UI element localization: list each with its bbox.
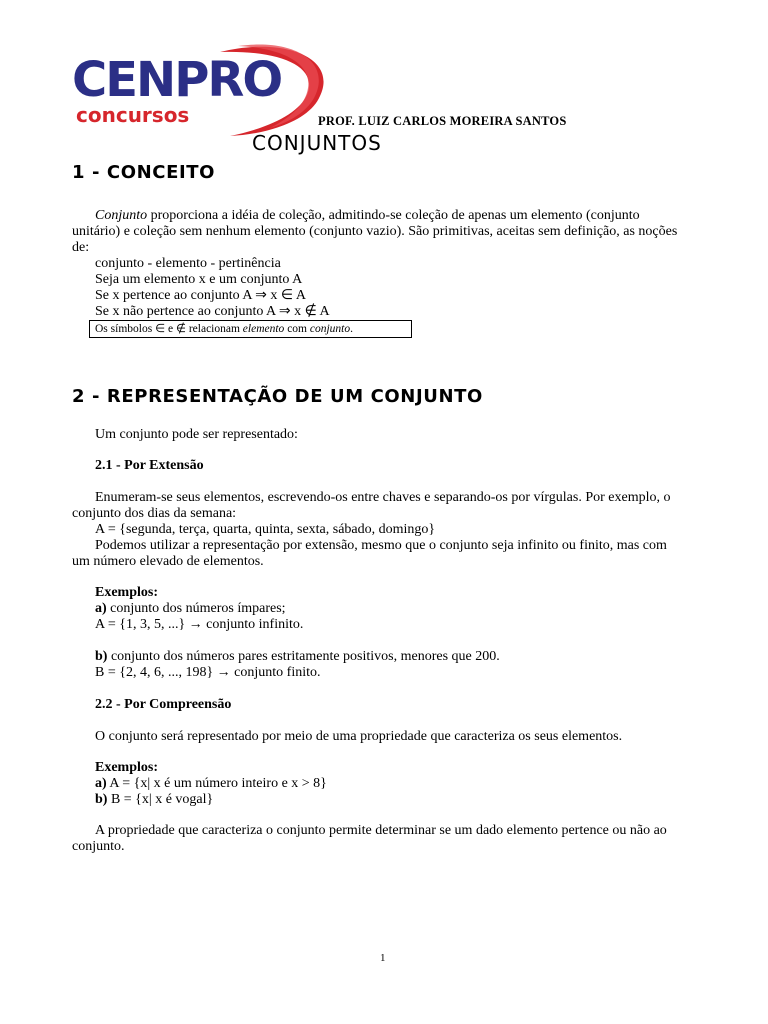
compreensao-p2-line1: A propriedade que caracteriza o conjunto permite determinar se um dado elemento pertence ou não ao (95, 823, 667, 838)
extensao-example-b: b) conjunto dos números pares estritamente positivos, menores que 200. (95, 649, 500, 664)
compreensao-p2-line2: conjunto. (72, 839, 125, 854)
concept-line: conjunto - elemento - pertinência (95, 256, 281, 271)
intro-line-1 (95, 208, 696, 224)
intro-line-1-text: proporciona a idéia de coleção, admitindo-se coleção de apenas um elemento (conjunto (147, 208, 640, 223)
extensao-example-a: a) conjunto dos números ímpares; (95, 601, 286, 616)
extensao-examples-label: Exemplos: (95, 585, 158, 600)
section-heading-representacao: 2 - REPRESENTAÇÃO DE UM CONJUNTO (72, 386, 483, 407)
extensao-p2-line2: um número elevado de elementos. (72, 554, 264, 569)
compreensao-example-a: a) A = {x| x é um número inteiro e x > 8} (95, 776, 327, 791)
section2-intro: Um conjunto pode ser representado: (95, 427, 298, 442)
note-text-1: Os símbolos ∈ e ∉ relacionam (95, 323, 243, 335)
note-text-2: com (284, 323, 310, 335)
symbols-note-box (89, 320, 412, 338)
extensao-example-a-set: A = {1, 3, 5, ...} → conjunto infinito. (95, 617, 304, 632)
note-text-3: . (350, 323, 353, 335)
concept-line: Se x pertence ao conjunto A ⇒ x ∈ A (95, 288, 306, 303)
subsection-heading-compreensao: 2.2 - Por Compreensão (95, 697, 232, 712)
concept-line: Seja um elemento x e um conjunto A (95, 272, 303, 287)
cenpro-logo (70, 38, 330, 138)
intro-italic-term: Conjunto (95, 208, 148, 223)
intro-line-2: unitário) e coleção sem nenhum elemento (conjunto vazio). São primitivas, aceitas sem definição, as noções (72, 224, 678, 239)
compreensao-example-b: b) B = {x| x é vogal} (95, 792, 214, 807)
concept-line: Se x não pertence ao conjunto A ⇒ x ∉ A (95, 304, 330, 319)
page-number: 1 (380, 952, 386, 964)
logo-sub-text: concursos (76, 103, 190, 127)
note-italic-elemento: elemento (242, 323, 285, 335)
intro-line-3: de: (72, 240, 90, 255)
section-heading-conceito: 1 - CONCEITO (72, 162, 216, 183)
compreensao-p1: O conjunto será representado por meio de uma propriedade que caracteriza os seus elementos. (95, 729, 623, 744)
compreensao-examples-label: Exemplos: (95, 760, 158, 775)
document-title: CONJUNTOS (252, 131, 382, 155)
logo-brand-text: CENPRO (72, 52, 282, 108)
extensao-p1-line2: conjunto dos dias da semana: (72, 506, 237, 521)
extensao-example-set: A = {segunda, terça, quarta, quinta, sexta, sábado, domingo} (95, 522, 436, 537)
author-name: PROF. LUIZ CARLOS MOREIRA SANTOS (318, 114, 567, 128)
subsection-heading-extensao: 2.1 - Por Extensão (95, 458, 204, 473)
extensao-example-b-set: B = {2, 4, 6, ..., 198} → conjunto finito. (95, 665, 321, 680)
extensao-p2-line1: Podemos utilizar a representação por extensão, mesmo que o conjunto seja infinito ou finito, mas com (95, 538, 667, 553)
note-italic-conjunto: conjunto (309, 323, 351, 335)
extensao-p1-line1: Enumeram-se seus elementos, escrevendo-os entre chaves e separando-os por vírgulas. Por exemplo, o (95, 490, 671, 505)
